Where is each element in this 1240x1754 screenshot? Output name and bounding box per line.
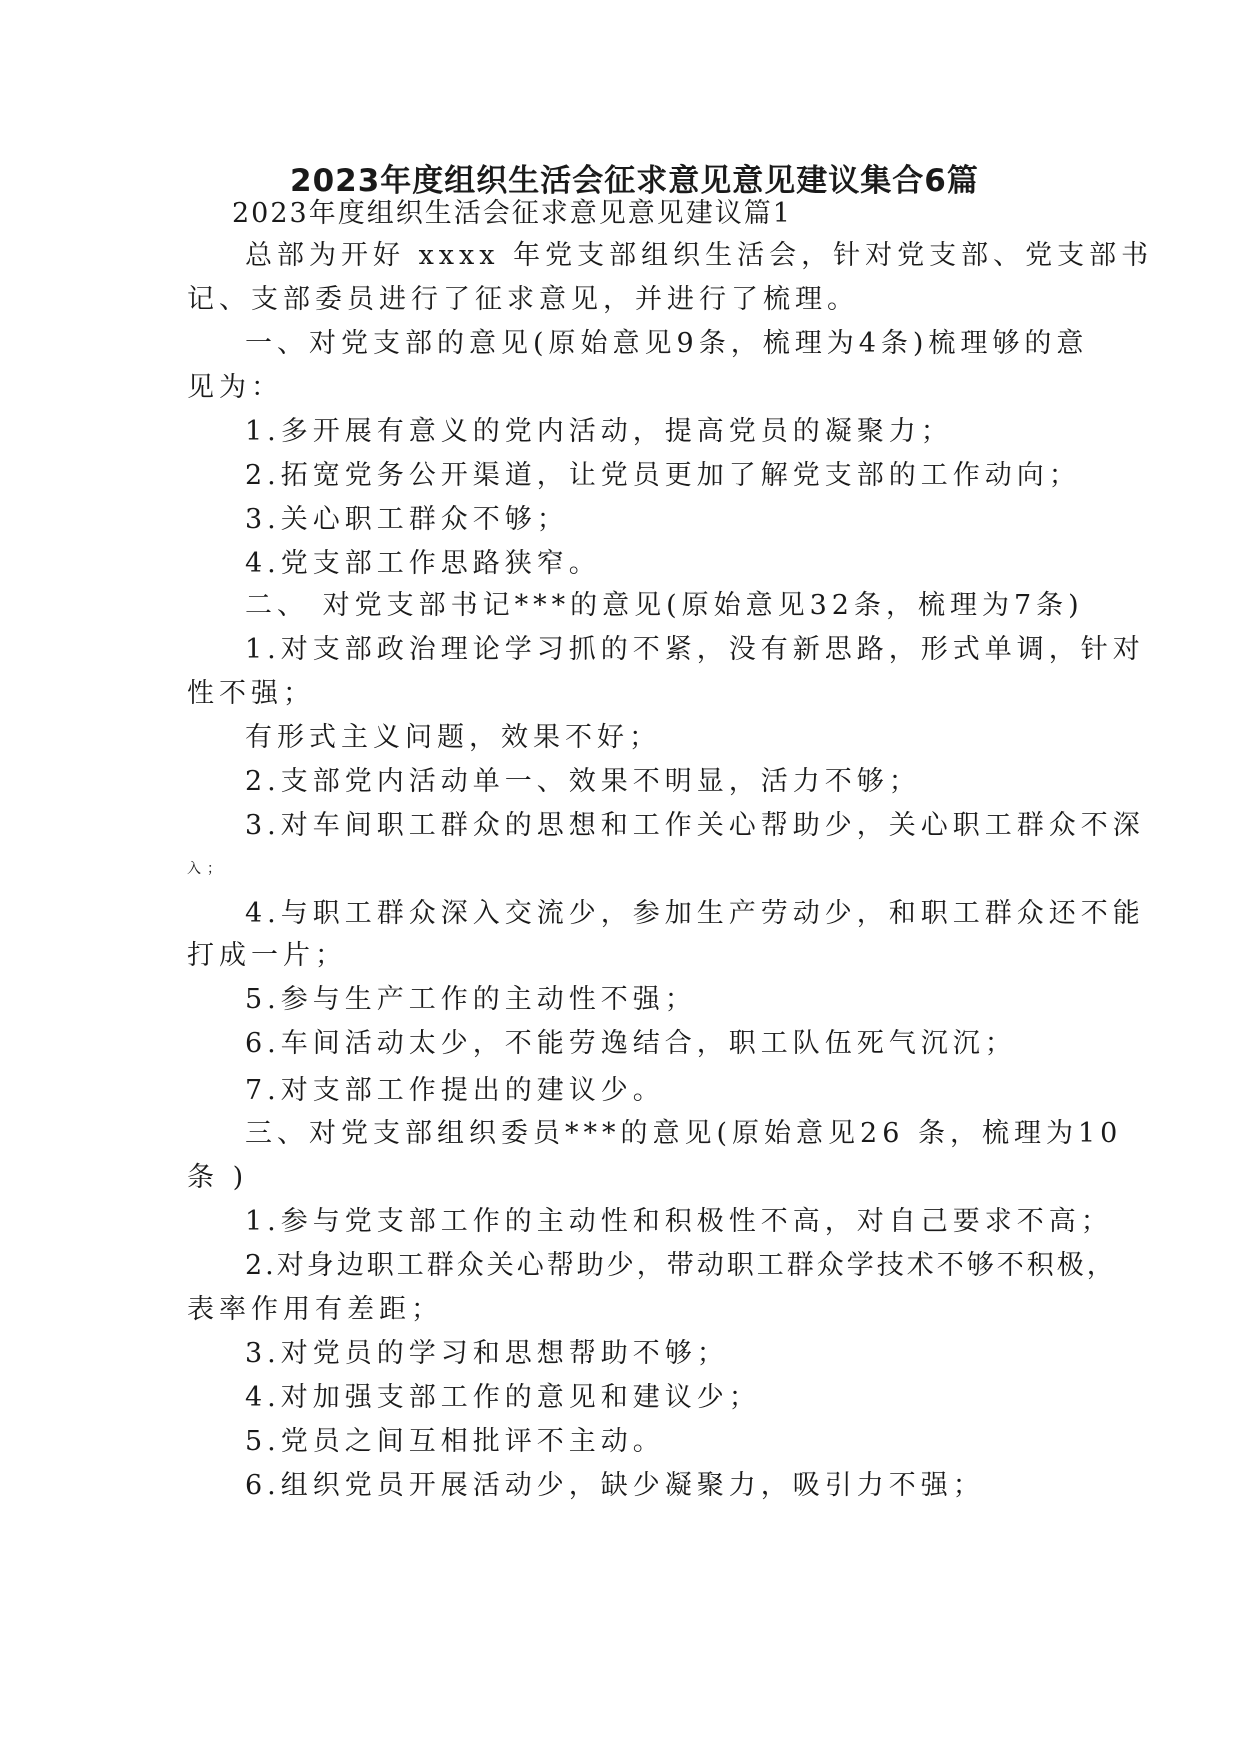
list-item: 7.对支部工作提出的建议少。 [245,1075,665,1106]
paragraph-line: 见为： [187,372,283,403]
document-title: 2023年度组织生活会征求意见意见建议集合6篇 [290,163,979,199]
paragraph-line: 表率作用有差距； [187,1294,443,1325]
list-item: 2.对身边职工群众关心帮助少，带动职工群众学技术不够不积极， [245,1250,1117,1281]
section-heading: 三、对党支部组织委员***的意见(原始意见26 条，梳理为10 [245,1118,1123,1149]
list-item: 4.与职工群众深入交流少，参加生产劳动少，和职工群众还不能 [245,898,1145,929]
section-heading: 二、 对党支部书记***的意见(原始意见32条，梳理为7条) [245,590,1084,621]
list-item: 5.参与生产工作的主动性不强； [245,984,697,1015]
list-item: 3.对党员的学习和思想帮助不够； [245,1338,729,1369]
paragraph-line: 打成一片； [187,940,347,971]
list-item: 1.参与党支部工作的主动性和积极性不高，对自己要求不高； [245,1206,1113,1237]
list-item: 2.拓宽党务公开渠道，让党员更加了解党支部的工作动向； [245,460,1081,491]
list-item: 2.支部党内活动单一、效果不明显，活力不够； [245,766,921,797]
list-item: 3.关心职工群众不够； [245,504,569,535]
list-item: 6.车间活动太少，不能劳逸结合，职工队伍死气沉沉； [245,1028,1017,1059]
paragraph-line: 入； [187,861,227,877]
list-item: 1.对支部政治理论学习抓的不紧，没有新思路，形式单调，针对 [245,634,1145,665]
list-item: 6.组织党员开展活动少，缺少凝聚力，吸引力不强； [245,1470,985,1501]
paragraph-line: 一、对党支部的意见(原始意见9条，梳理为4条)梳理够的意 [245,328,1089,359]
list-item: 1.多开展有意义的党内活动，提高党员的凝聚力； [245,416,953,447]
list-item: 4.对加强支部工作的意见和建议少； [245,1382,761,1413]
list-item: 4.党支部工作思路狭窄。 [245,548,601,579]
paragraph-line: 总部为开好 xxxx 年党支部组织生活会，针对党支部、党支部书 [245,240,1154,271]
paragraph-line: 有形式主义问题，效果不好； [245,722,661,753]
paragraph-line: 条 ) [187,1162,249,1193]
list-item: 3.对车间职工群众的思想和工作关心帮助少，关心职工群众不深 [245,810,1145,841]
section-heading: 2023年度组织生活会征求意见意见建议篇1 [232,198,792,229]
list-item: 5.党员之间互相批评不主动。 [245,1426,665,1457]
paragraph-line: 性不强； [187,678,315,709]
paragraph-line: 记、支部委员进行了征求意见，并进行了梳理。 [187,284,859,315]
